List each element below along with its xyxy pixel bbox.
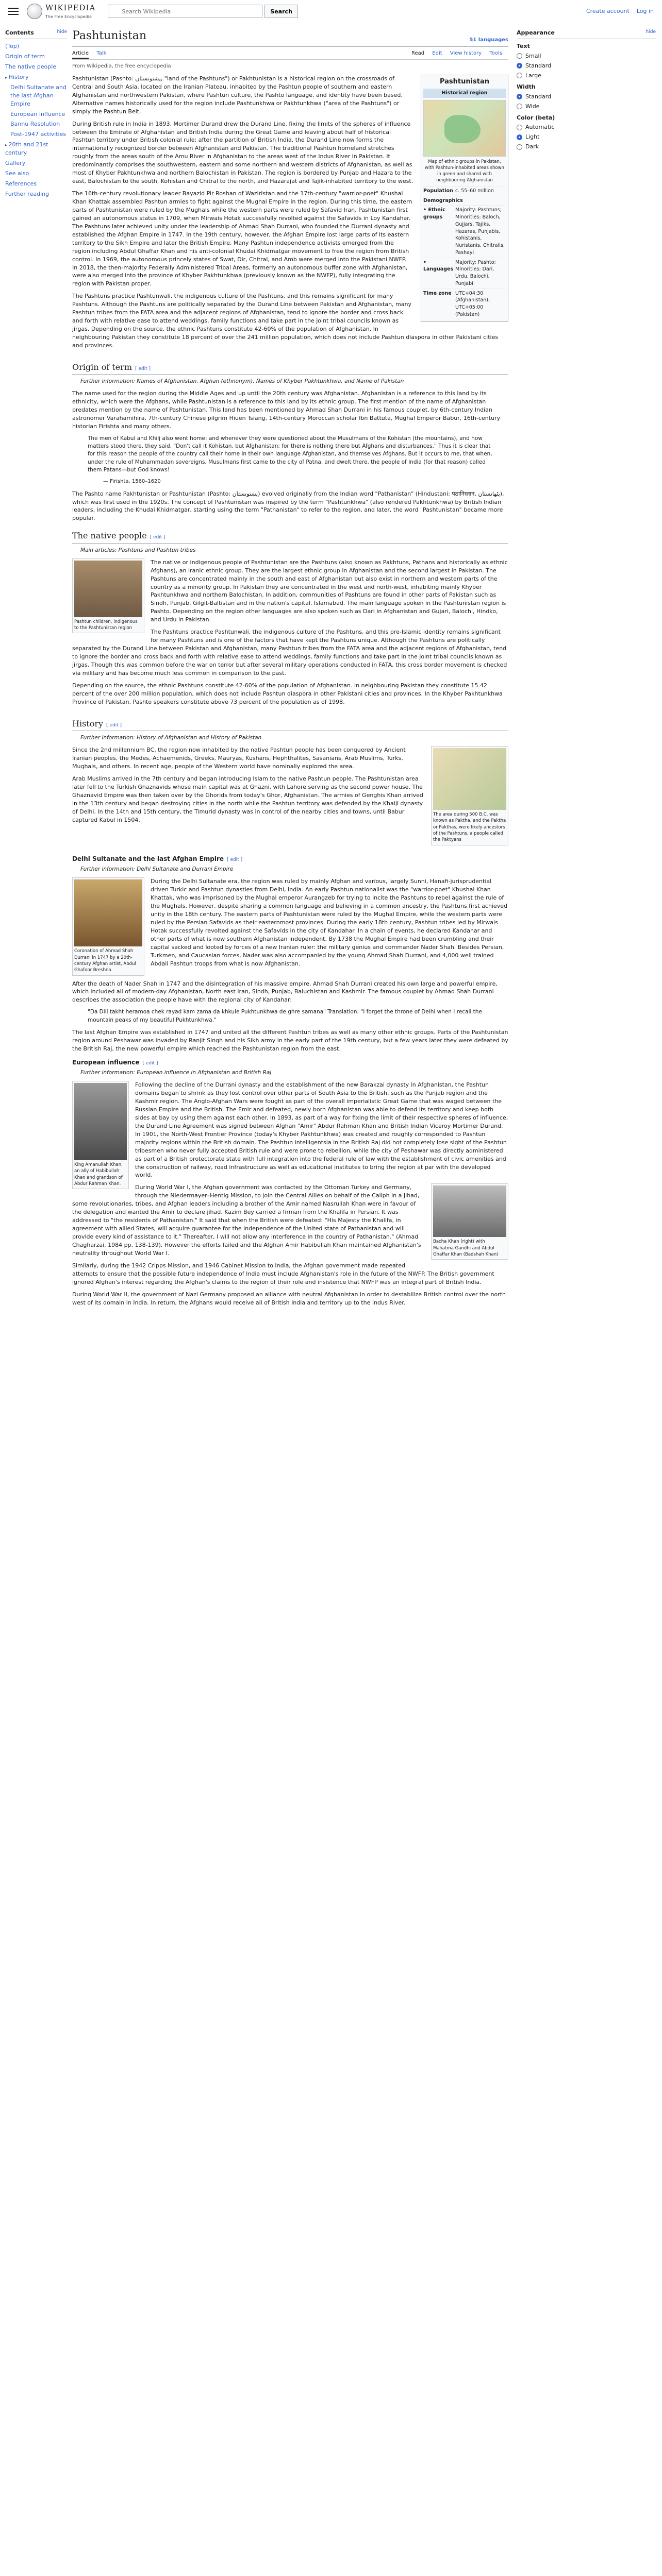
color-option[interactable] [517,133,656,141]
thumb-paktha-map [431,746,508,845]
infobox-key: Time zone [423,290,452,296]
infobox-key: • Ethnic groups [423,207,445,221]
infobox-map[interactable] [423,100,506,157]
login-link[interactable]: Log in [636,8,654,15]
painting-coronation[interactable] [74,879,142,946]
tab-talk[interactable]: Talk [96,50,107,56]
toc-item[interactable]: Bannu Resolution [10,121,60,128]
radio-label: Wide [525,103,540,110]
section-heading-origin: Origin of term [ edit ] [72,361,508,375]
infobox-key: Population [423,188,453,194]
paragraph: During World War II, the government of Nazi Germany proposed an alliance with neutral Afghanistan in order to destabilize British control over the north west of its domain in India. In return, the Afghans would receive all of British India and territory up to the Indus River. [72,1291,506,1306]
radio-label: Large [525,72,541,79]
radio-label: Dark [525,143,539,150]
toc-list [5,41,67,199]
thumb-caption: Pashtun children, indigenous to the Pashtunistan region [74,619,138,631]
infobox-row [423,205,506,257]
action-read[interactable]: Read [411,50,425,56]
edit-link[interactable]: [ edit ] [135,366,151,371]
globe-icon [27,4,42,19]
page-title: Pashtunistan [72,29,147,42]
hatnote: Further information: European influence in Afghanistan and British Raj [80,1069,272,1076]
intro-paragraph: During British rule in India in 1893, Mortimer Durand drew the Durand Line, fixing the limits of the spheres of influence between the Emirate of Afghanistan and British India during the Great Game and leaving about half of historical Pashtun territory under British colonial rule; after the partition of British India, the Durand Line now forms the internationally recognized border between Afghanistan and Pakistan. The traditional Pashtun homeland stretches roughly from the areas south of the Amu River in Afghanistan to the areas west of the Indus River in Pakistan. It predominantly comprises the southwestern, eastern and some northern and western districts of Afghanistan, as well as most of Khyber Pakhtunkhwa and northern Balochistan in Pakistan. The region is bordered by Punjab and Hazara to the east, Balochistan to the south, Kohistan and Chitral to the north, and Hazarajat and Tajik-inhabited territory to the west. [72,120,413,185]
paragraph: Similarly, during the 1942 Cripps Mission, and 1946 Cabinet Mission to India, the Afghan government made repeated attempts to ensure that the possible future independence of India must include Afghanistan's role in the future of the NWFP. The British government ignored Afghan's interest regarding the Afghan's claims to the region of their role and insistence that NWFP was an integral part of British India. [72,1262,494,1285]
action-edit[interactable]: Edit [432,50,442,56]
infobox-row [423,258,506,289]
site-tagline: The Free Encyclopedia [45,14,92,20]
text-size-option[interactable] [517,72,656,80]
paragraph: Following the decline of the Durrani dynasty and the establishment of the new Barakzai dynasty in Afghanistan, the Pashtun domains began to shrink as they lost control over other parts of South Asia to the British, such as the Punjab region and the Kashmir region. The Anglo-Afghan Wars were fought as part of the overall imperialistic Great Game that was waged between the Russian Empire and the British. The Emir and defeated, newly born Afghanistan was able to defend its territory and keep both sides at bay by using them against each other. In 1893, as part of a way for fixing the limit of their respective spheres of influence, the Durand Line Agreement was signed between Afghan "Amir" Abdur Rahman Khan and British Indian Viceroy Mortimer Durand. In 1901, the North-West Frontier Province (today's Khyber Pakhtunkhwa) was created and roughly corresponded to Pashtun majority regions within the British domain. The Pashtun intelligentsia in the British Raj did not completely lose sight of the Pashtun tribesmen who never fully accepted British rule and were prone to rebellion, while the city of Peshawar was directly administered as part of a British protectorate state with full integration into the federal rule of law with the establishment of civic amenities and the construction of railway, road infrastructure as well as educational institutes to bring the region at par with the developed world. [135,1081,508,1179]
appearance-hide-button[interactable]: hide [646,29,656,35]
toc-item[interactable]: (Top) [5,42,20,49]
toc-item[interactable]: Origin of term [5,53,45,60]
radio-label: Standard [525,62,552,69]
blockquote: The men of Kabul and Khilj also went home; and whenever they were questioned about the Musulmans of the Kohistan (the mountains), and how matters stood there, they said, "Don't call it Kohistan, but Afghanistan; for there is nothing there but Afghans and disturbances." Thus it is clear that for this reason the people of the country call their home in their own language Afghanistan, and themselves Afghans. But it occurs to me, that when, under the rule of Muhammadan sovereigns, Musulmans first came to the city of Patna, and dwelt there, the people of India (for that reason) called them Patans—but God knows! [88,435,492,473]
toc-hide-button[interactable]: hide [57,29,67,35]
infobox-title: Pashtunistan [439,77,490,86]
search-form [108,5,298,18]
radio-icon[interactable] [517,53,522,59]
photo-amanullah[interactable] [74,1083,127,1160]
wikipedia-logo[interactable] [27,3,95,20]
toc-item[interactable]: Post-1947 activities [10,131,67,138]
paragraph: During World War I, the Afghan government was contacted by the Ottoman Turkey and Germany, through the Niedermayer–Hentig Mission, to join the Central Allies on behalf of the Caliph in a Jihad, some revolutionaries, tribes, and Afghan leaders including a brother of the Amir named Nasrullah Khan were in favour of the delegation and wanted the Amir to declare jihad. Kazim Bey carried a firman from the Khalifa in Persian. It was addressed to "the residents of Pathanistan." It said that when the British were defeated: "His Majesty the Khalifa, in agreement with allied States, will acquire guarantee for the independence of the United state of Pathanistan and will provide every kind of assistance to it." Thereafter, I will not allow any interference in the country of Pathanistan." (Ahmad Chagharzai, 1984 pp. 138-139). However the efforts failed and the Afghan Amir Habibullah Khan maintained Afghanistan's neutrality throughout World War I. [72,1184,421,1257]
appearance-title: Appearance [517,29,555,36]
toc-item[interactable]: See also [5,170,29,177]
from-wikipedia: From Wikipedia, the free encyclopedia [72,63,171,70]
paragraph: The Pashtuns practice Pashtunwali, the indigenous culture of the Pashtuns, and this pre-Islamic identity remains significant for many Pashtuns and is one of the factors that have kept the Pashtuns unique. Although the Pashtuns are politically separated by the Durand Line between Pakistan and Afghanistan, many Pashtun tribes from the FATA area and the adjacent regions of Afghanistan, tend to ignore the border and cross back and forth with relative ease to attend weddings, family functions and take part in the joint tribal councils known as jirgas. Though this was common before the war on terror but after several military operations conducted in FATA, this cross border movement is checked via military and has become much less common in comparison to the past. [72,629,507,676]
site-name: WIKIPEDIA [45,3,96,13]
infobox-subtitle: Historical region [423,89,506,98]
infobox-key: • Languages [423,259,454,273]
thumb-caption: The area during 500 B.C. was known as Paktha, and the Paktha or Pakthas, were likely ancestors of the Pashtuns, a people called the Paktyans [433,812,506,843]
thumb-caption: King Amanullah Khan, an ally of Habibullah Khan and grandson of Abdur Rahman Khan. [74,1162,123,1187]
edit-link[interactable]: [ edit ] [150,535,166,540]
paragraph: The name used for the region during the Middle Ages and up until the 20th century was Afghanistan. Afghanistan is a reference to this land by its ethnicity, which were the Afghans, while Pashtunistan is a reference to this land by its ethnic group. The first mention of the name of Afghanistan predates mention by the name of Pashtunistan. This land has been mentioned by Ahmad Shah Durrani in his famous couplet, by 6th-century Indian astronomer Varahamihira, 7th-century Chinese pilgrim Hiuen Tsiang, 14th-century Moroccan scholar Ibn Battuta, Mughal Emperor Babur, 16th-century historian Firishta and many others. [72,390,501,430]
edit-link[interactable]: [ edit ] [227,857,243,862]
tab-article[interactable]: Article [72,50,89,59]
search-input[interactable] [108,5,262,18]
hatnote: Further information: Delhi Sultanate and Durrani Empire [80,866,234,873]
radio-icon[interactable] [517,134,522,140]
language-button[interactable]: 51 languages [469,37,508,43]
paragraph: The last Afghan Empire was established in 1747 and united all the different Pashtun tribes as well as many other ethnic groups. Parts of the Pashtunistan region around Peshawar was invaded by Ranjit Singh and his Sikh army in the early part of the 19th century, but a few years later they were defeated by the British Raj, the new powerful empire which reached the Pashtunistan region from the east. [72,1028,508,1052]
photo-bacha-khan[interactable] [433,1185,506,1237]
infobox [421,75,508,322]
action-tools[interactable]: Tools [489,50,502,56]
radio-label: Light [525,133,540,141]
width-option[interactable] [517,93,656,101]
radio-icon[interactable] [517,104,522,109]
section-heading-european: European influence [ edit ] [72,1058,158,1066]
action-view-history[interactable]: View history [450,50,482,56]
color-option[interactable] [517,123,656,131]
search-button[interactable]: Search [264,5,298,18]
verse: "Da Dili takht heramoa chek rayad kam zama da khkule Pukhtunkhwa de ghre samana" Translation: "I forget the throne of Delhi when I recall the mountain peaks of my beautiful Pukhtunkhwa." [88,1009,482,1023]
edit-link[interactable]: [ edit ] [142,1060,158,1066]
section-heading-history: History [ edit ] [72,718,508,731]
width-options [517,93,656,111]
photo-pashtun-children[interactable] [74,561,142,617]
radio-icon[interactable] [517,73,522,78]
paragraph: Arab Muslims arrived in the 7th century and began introducing Islam to the native Pashtun people. The Pashtunistan area later fell to the Turkish Ghaznavids whose main capital was at Ghazni, with Lahore serving as the second power house. The Ghaznavid Empire was then taken over by the Ghorids from today's Ghor, Afghanistan. The armies of Genghis Khan arrived in the 13th century and began destroying cities in the north while the Pashtun territory was defended by the Khalji dynasty of Delhi. In the 14th and 15th century, the Timurid dynasty was in control of the nearby cities and towns, until Babur captured Kabul in 1504. [72,775,423,823]
section-heading-delhi: Delhi Sultanate and the last Afghan Empire [ edit ] [72,855,243,862]
paragraph: Depending on the source, the ethnic Pashtuns constitute 42-60% of the population of Afghanistan. In neighbouring Pakistan they constitute 15.42 percent of the over 200 million population, which does not include Pashtun diaspora in other Pakistani cities and provinces. In the Khyber Pakhtunkhwa Province of Pakistan, Pashto speakers constitute above 73 percent of the population as of 1998. [72,682,503,705]
thumb-amanullah [72,1081,129,1189]
radio-label: Standard [525,93,552,100]
toc-item[interactable]: References [5,180,37,188]
toc-title: Contents [5,29,34,36]
toc-item[interactable]: ▸ 20th and 21st century [5,140,67,158]
section-heading-native: The native people [ edit ] [72,530,508,543]
map-paktha[interactable] [433,748,506,810]
infobox-row [423,186,506,196]
toc-item[interactable]: ▸ History [5,72,67,82]
toc-item[interactable]: European influence [10,110,65,117]
paragraph: Since the 2nd millennium BC, the region now inhabited by the native Pashtun people has been conquered by Ancient Iranian peoples, the Medes, Achaemenids, Greeks, Mauryas, Kushans, Hephthalites, Sasanians, Arab Muslims, Turks, Mughals, and others. In recent age, people of the Western world have nominally explored the area. [72,747,406,770]
color-options [517,123,656,151]
color-label: Color (beta) [517,114,555,121]
infobox-value: Majority: Pashtuns; Minorities: Baloch, Gujjars, Tajiks, Hazaras, Punjabis, Kohistanis, Nuristanis, Chitralis, Pashayi [455,207,505,256]
thumb-bacha-khan [431,1183,508,1260]
toc-item[interactable]: Delhi Sultanate and the last Afghan Empire [10,83,67,107]
radio-icon[interactable] [517,63,522,69]
quote-attribution: — Firishta, 1560–1620 [103,479,161,485]
text-size-option[interactable] [517,62,656,70]
toc-item[interactable]: Further reading [5,191,49,197]
user-links [586,7,654,15]
hatnote: Main articles: Pashtuns and Pashtun tribes [80,547,196,553]
infobox-row [423,289,506,319]
main-menu-icon[interactable] [8,8,19,15]
title-row [72,28,508,47]
hatnote: Further information: Names of Afghanistan, Afghan (ethnonym), Names of Khyber Pakhtunkhwa, and Name of Pakistan [80,378,404,385]
toc-item[interactable]: The native people [5,63,57,70]
paragraph: The native or indigenous people of Pashtunistan are the Pashtuns (also known as Pakhtuns, Pathans and historically as ethnic Afghans), an Iranic ethnic group. They are the largest ethnic group in Afghanistan and the second largest in Pakistan. The Pashtuns are concentrated mainly in the south and east of Afghanistan but also exist in northern and western parts of the country as a minority group. In Pakistan they are concentrated in the west and north-west, inhabiting mainly Khyber Pakhtunkhwa and northern Balochistan. In addition, communities of Pashtuns are found in other parts of Pakistan such as Sindh, Punjab, Gilgit-Baltistan and in the nation's capital, Islamabad. The main language spoken in the Pashtunistan region is Pashto. Depending on the region other languages are also spoken such as Dari in Afghanistan and Gujari, Balochi, Hindko, and Urdu in Pakistan. [151,558,508,623]
toc-item[interactable]: Gallery [5,160,26,167]
thumb-coronation [72,877,144,975]
radio-label: Small [525,52,541,59]
page-tabs [72,47,508,60]
toc-header [5,29,67,39]
site-header [0,0,662,23]
infobox-value: c. 55–60 million [455,188,494,194]
infobox-value: UTC+04:30 (Afghanistan); UTC+05:00 (Pakistan) [455,290,490,317]
infobox-caption: Map of ethnic groups in Pakistan, with Pashtun-inhabited areas shown in green and shared with neighbouring Afghanistan [425,159,504,183]
text-size-label: Text [517,42,530,49]
paragraph: The Pashto name Pakhtunistan or Pashtunistan (Pashto: پښتونستان) evolved originally from the Indian word "Pathanistan" (Hindustani: पठानिस्तान, پٹھانستان), which was first used in the 1920s. The concept of Pashtunistan was inspired by the term "Pashtunkhwa" (also rendered Pakhtunkhwa) by British Indian leaders, including the Khudai Khidmatgar, starting using the term "Pathanistan" to refer to the region, and later, the word "Pashtunistan" became more popular. [72,490,504,522]
radio-icon[interactable] [517,125,522,130]
thumb-caption: Coronation of Ahmad Shah Durrani in 1747 by a 20th-century Afghan artist, Abdul Ghafoor Breshna [74,948,136,973]
thumb-caption: Bacha Khan (right) with Mahatma Gandhi and Abdul Ghaffar Khan (Badshah Khan) [433,1239,499,1258]
appearance-panel [517,29,656,152]
infobox-row [423,196,506,206]
color-option[interactable] [517,143,656,151]
text-size-options [517,52,656,80]
main-content [72,23,508,1311]
paragraph: During the Delhi Sultanate era, the region was ruled by mainly Afghan and various, largely Sunni, Hanafi-jurisprudential driven Turkic and Pashtun dynasties from Delhi, India. An early Pashtun nationalist was the "warrior-poet" Khushal Khan Khattak, who was imprisoned by the Mughal emperor Aurangzeb for trying to incite the Pashtuns to rebel against the rule of the Mughals. However, despite sharing a common language and believing in a common ancestry, the Pashtuns first achieved unity in the 18th century. The eastern parts of Pashtunistan were ruled by the Mughal Empire, while the western parts were ruled by the Persian Safavids as their easternmost provinces. During the early 18th century, Pashtun tribes led by Mirwais Hotak successfully revolted against the Safavids in the city of Kandahar. In a chain of events, he declared Kandahar and other parts of what is now southern Afghanistan independent. By 1738 the Mughal Empire had been crumbling and their capital sacked and looted by forces of a new Iranian ruler: the military genius and commander Nader Shah. Besides Persian, Turkmen, and Caucasian forces, Nader was also accompanied by the young Ahmad Shah Durrani, and 4,000 well trained Abdali Pashtun troops from what is now Afghanistan. [151,878,508,967]
radio-icon[interactable] [517,94,522,99]
intro-paragraph: The 16th-century revolutionary leader Bayazid Pir Roshan of Waziristan and the 17th-century "warrior-poet" Khushal Khan Khattak assembled Pashtun armies to fight against the Mughal Empire in the region. During this time, the eastern parts of Pashtunistan were ruled by the Mughals while the western parts were ruled by Safavid Iran. Pashtunistan first gained an autonomous status in 1709, when Mirwais Hotak successfully revolted against the Safavids in Loy Kandahar. The Pashtuns later achieved unity under the leadership of Ahmad Shah Durrani, who founded the Durrani dynasty and established the Afghan Empire in 1747. In the 19th century, however, the Afghan Empire lost large parts of its eastern territory to the Sikh Empire and later the British Empire. Many Pashtun independence activists emerged from the region including Abdul Ghaffar Khan and his anti-colonial Khudai Khidmatgar movement to free the region from British control. In 1969, the autonomous princely states of Swat, Dir, Chitral, and Amb were merged into the Pakistani NWFP. In 2018, the then-majority Federally Administered Tribal Areas, formerly an autonomous buffer zone with Afghanistan, were also merged into the province of Khyber Pakhtunkhwa (previously known as the NWFP), fully integrating the region with Pakistan proper. [72,190,412,287]
width-label: Width [517,83,536,90]
radio-icon[interactable] [517,144,522,150]
radio-label: Automatic [525,124,555,131]
infobox-value [455,197,506,205]
create-account-link[interactable]: Create account [586,8,630,15]
appearance-header [517,29,656,39]
edit-link[interactable]: [ edit ] [106,722,122,728]
thumb-pashtun-children [72,558,144,634]
infobox-key: Demographics [423,197,463,204]
text-size-option[interactable] [517,52,656,60]
infobox-value: Majority: Pashto; Minorities: Dari, Urdu, Balochi, Punjabi [455,259,496,286]
infobox-rows [423,186,506,319]
table-of-contents [5,29,67,199]
width-option[interactable] [517,103,656,111]
intro-paragraph: Pashtunistan (Pashto: پښتونستان, "land of the Pashtuns") or Pakhtunistan is a historical region on the crossroads of Central and South Asia, located on the Iranian Plateau, inhabited by the Pashtun people of southern and eastern Afghanistan and northwestern Pakistan, where Pashtun culture, the Pashto language, and identity have been based. Alternative names historically used for the region include Pashtunkhwa or Pakhtunkhwa ("area of the Pashtuns") or simply the Pashtun Belt. [72,75,403,115]
intro-paragraph: The Pashtuns practice Pashtunwali, the indigenous culture of the Pashtuns, and this remains significant for many Pashtuns. Although the Pashtuns are politically separated by the Durand Line between Pakistan and Afghanistan, many Pashtun tribes from the FATA area and the adjacent regions of Afghanistan, tend to ignore the border and cross back and forth with relative ease to attend weddings, family functions and take part in the joint tribal councils known as jirgas. Depending on the source, the ethnic Pashtuns constitute 42-60% of the population of Afghanistan. In neighbouring Pakistan they constitute 18 percent of over the 241 million population, which does not include Pashtun diaspora in other Pakistani cities and provinces. [72,293,499,349]
paragraph: After the death of Nader Shah in 1747 and the disintegration of his massive empire, Ahmad Shah Durrani created his own large and powerful empire, which included all of modern-day Afghanistan, North east Iran, Sindh, Punjab, Baluchistan and Kashmir. The famous couplet by Ahmad Shah Durrani describes the association the people have with the regional city of Kandahar: [72,980,498,1004]
hatnote: Further information: History of Afghanistan and History of Pakistan [80,734,262,741]
